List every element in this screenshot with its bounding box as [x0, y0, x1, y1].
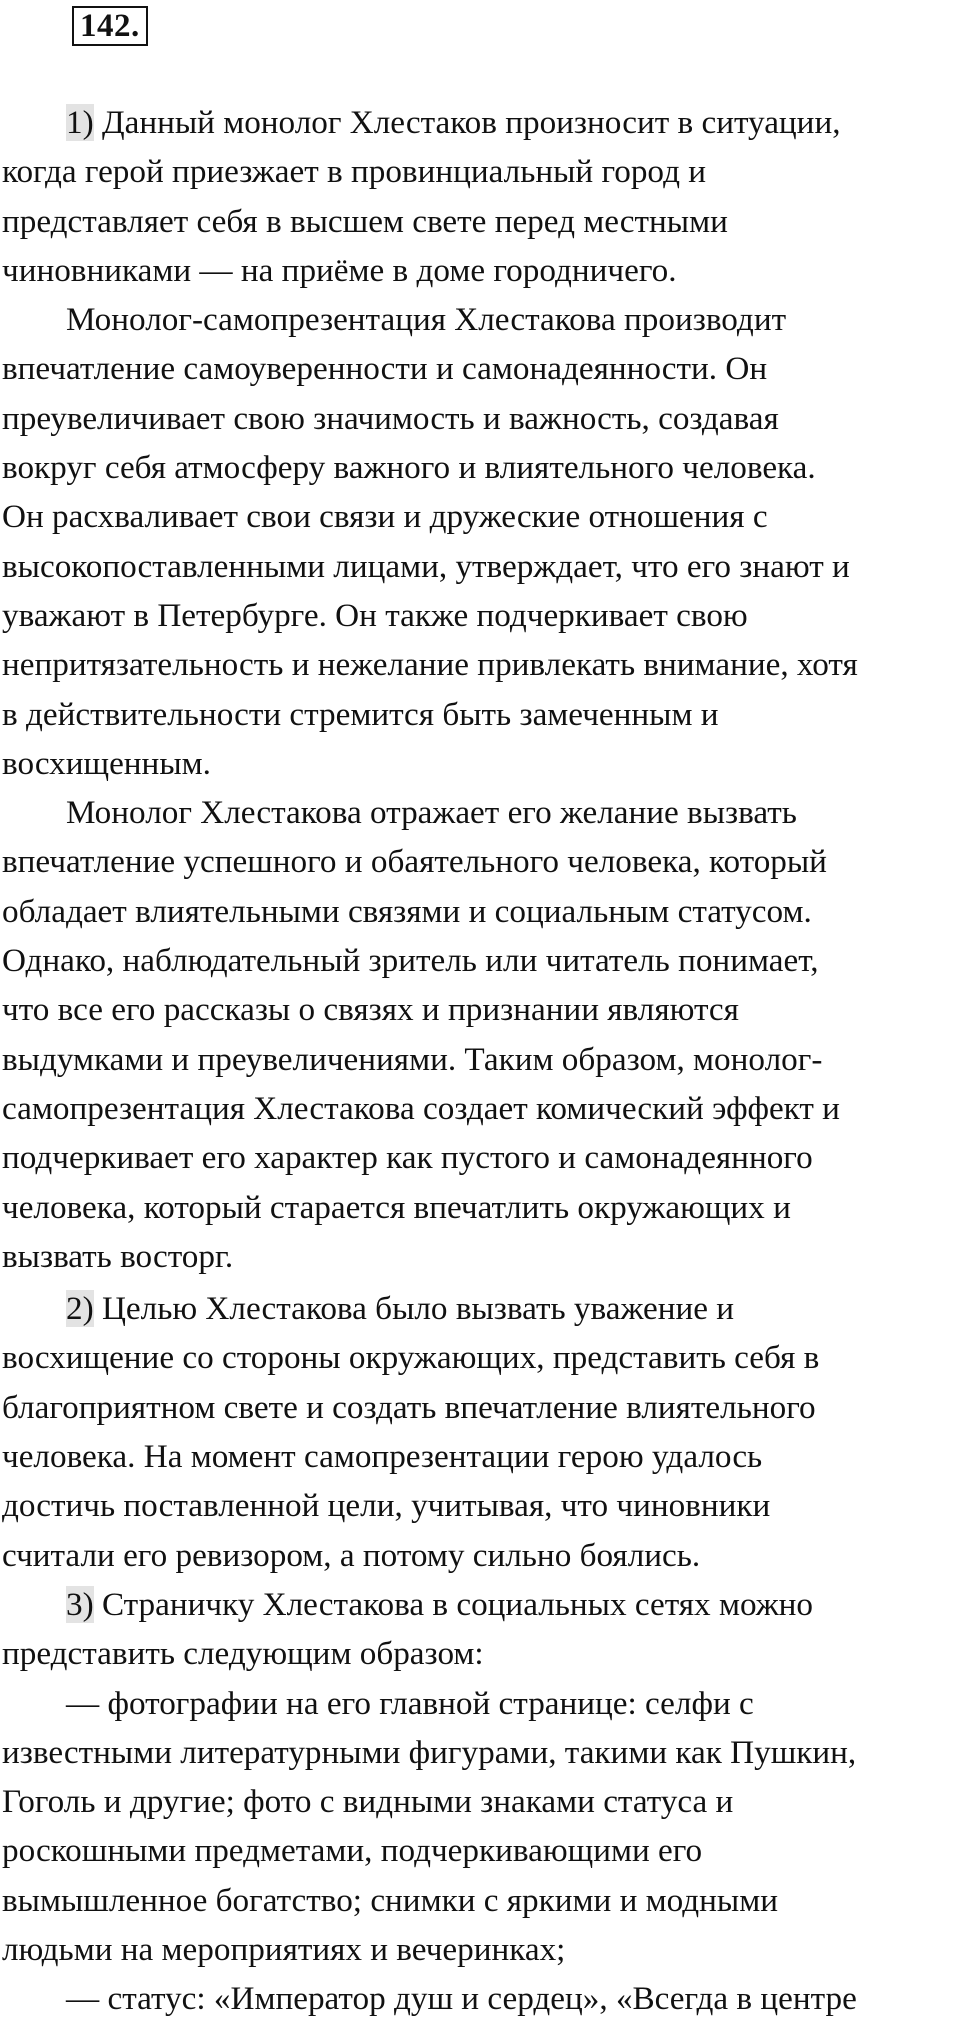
monologue-impression-paragraph [2, 295, 960, 788]
photos-bullet-paragraph [2, 1679, 960, 1975]
text-line: выдумками и преувеличениями. Таким образом, монолог- [2, 1040, 823, 1078]
text-line: восхищенным. [2, 744, 211, 782]
text-line: в действительности стремится быть замеченным и [2, 695, 719, 733]
task-number-box: 142. [72, 6, 148, 46]
text-line: достичь поставленной цели, учитывая, что чиновники [2, 1487, 771, 1525]
text-line: самопрезентация Хлестакова создает комический эффект и [2, 1089, 840, 1127]
text-line: чиновниками — на приёме в доме городничего. [2, 251, 677, 289]
answer-text [2, 98, 960, 2024]
text-line: представляет себя в высшем свете перед местными [2, 202, 728, 240]
text-line: впечатление самоуверенности и самонадеянности. Он [2, 350, 768, 388]
text-line: известными литературными фигурами, такими как Пушкин, [2, 1733, 857, 1771]
text-line: представить следующим образом: [2, 1635, 484, 1673]
text-line: обладает влиятельными связями и социальным статусом. [2, 892, 812, 930]
status-bullet-paragraph [2, 1974, 960, 2023]
text-line: благоприятном свете и создать впечатление влиятельного [2, 1388, 816, 1426]
text-line: восхищение со стороны окружающих, представить себя в [2, 1339, 820, 1377]
text-line: Гоголь и другие; фото с видными знаками статуса и [2, 1783, 734, 1821]
text-line: роскошными предметами, подчеркивающими его [2, 1832, 703, 1870]
answer-marker-1: 1) [66, 104, 94, 141]
text-line: Монолог-самопрезентация Хлестакова производит [66, 301, 787, 339]
text-line: Монолог Хлестакова отражает его желание вызвать [66, 794, 797, 832]
text-line: уважают в Петербурге. Он также подчеркивает свою [2, 596, 748, 634]
answer-marker-2: 2) [66, 1290, 94, 1328]
text-line: людьми на мероприятиях и вечеринках; [2, 1930, 566, 1968]
text-line: подчеркивает его характер как пустого и самонадеянного [2, 1139, 813, 1177]
text-line: — фотографии на его главной странице: селфи с [66, 1684, 754, 1722]
text-line: Он расхваливает свои связи и дружеские отношения с [2, 498, 768, 536]
answer-3-paragraph [2, 1580, 960, 1679]
monologue-reflection-paragraph [2, 788, 960, 1281]
text-line: когда герой приезжает в провинциальный город и [2, 153, 707, 191]
text-line: впечатление успешного и обаятельного человека, который [2, 843, 827, 881]
text-line: 3) Страничку Хлестакова в социальных сетях можно [66, 1585, 814, 1623]
text-line: человека, который старается впечатлить окружающих и [2, 1188, 791, 1226]
text-line: высокопоставленными лицами, утверждает, что его знают и [2, 547, 850, 585]
text-line: непритязательность и нежелание привлекать внимание, хотя [2, 646, 858, 684]
text-line: человека. На момент самопрезентации герою удалось [2, 1438, 763, 1476]
text-line: 1) Данный монолог Хлестаков произносит в ситуации, [66, 104, 841, 141]
answer-marker-3: 3) [66, 1585, 94, 1623]
text-line: Однако, наблюдательный зритель или читатель понимает, [2, 942, 819, 980]
text-line: вымышленное богатство; снимки с яркими и модными [2, 1881, 778, 1919]
text-line: — статус: «Император душ и сердец», «Всегда в центре [66, 1980, 857, 2018]
text-line: что все его рассказы о связях и признании являются [2, 991, 739, 1029]
text-line: 2) Целью Хлестакова было вызвать уважение и [66, 1290, 735, 1328]
text-line: считали его ревизором, а потому сильно боялись. [2, 1536, 701, 1574]
text-line: вокруг себя атмосферу важного и влиятельного человека. [2, 449, 816, 487]
text-line: преувеличивает свою значимость и важность, создавая [2, 399, 779, 437]
answer-1-paragraph [2, 98, 960, 295]
answer-2-paragraph [2, 1284, 960, 1580]
text-line: вызвать восторг. [2, 1237, 234, 1275]
